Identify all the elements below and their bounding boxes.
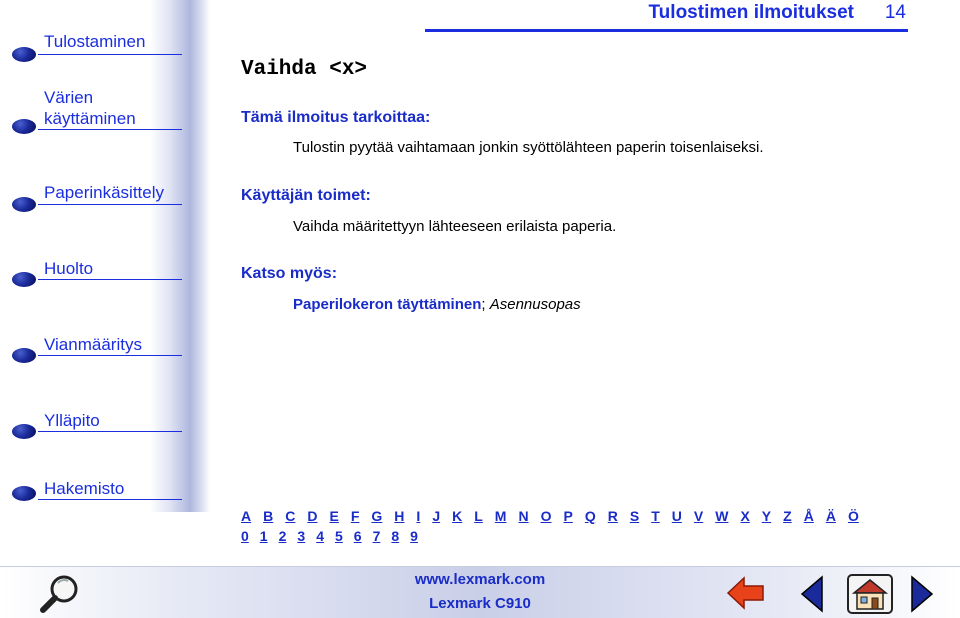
index-link[interactable]: Ö	[847, 508, 859, 524]
sidebar-underline	[38, 499, 182, 500]
index-link[interactable]: 5	[334, 528, 343, 544]
bullet-ball-icon	[12, 119, 36, 134]
index-link[interactable]: I	[416, 508, 421, 524]
bullet-ball-icon	[12, 47, 36, 62]
index-link[interactable]: P	[563, 508, 573, 524]
index-link[interactable]: 4	[316, 528, 324, 544]
footer-model: Lexmark C910	[429, 595, 531, 612]
index-link[interactable]: 9	[410, 528, 418, 544]
index-link[interactable]: 7	[372, 528, 381, 544]
load-tray-link[interactable]: Paperilokeron täyttäminen	[293, 296, 482, 313]
footer-bar	[0, 566, 960, 618]
index-link[interactable]: T	[651, 508, 660, 524]
user-action-text: Vaihda määritettyyn lähteeseen erilaista paperia.	[293, 218, 617, 235]
sidebar-underline	[38, 355, 182, 356]
index-digits-row	[241, 528, 429, 544]
index-link[interactable]: N	[518, 508, 529, 524]
index-link[interactable]: G	[371, 508, 383, 524]
index-link[interactable]: H	[394, 508, 405, 524]
see-also-heading: Katso myös:	[241, 265, 338, 282]
index-link[interactable]: D	[307, 508, 318, 524]
sidebar-item-label: Ylläpito	[44, 411, 100, 430]
index-link[interactable]: Ä	[825, 508, 836, 524]
index-link[interactable]: 2	[278, 528, 287, 544]
index-link[interactable]: 1	[259, 528, 268, 544]
bullet-ball-icon	[12, 197, 36, 212]
index-link[interactable]: O	[540, 508, 552, 524]
index-link[interactable]: 6	[353, 528, 362, 544]
footer-url[interactable]: www.lexmark.com	[414, 571, 546, 588]
index-link[interactable]: 8	[391, 528, 400, 544]
page-title: Vaihda <x>	[241, 58, 368, 81]
index-link[interactable]: Å	[803, 508, 814, 524]
meaning-heading: Tämä ilmoitus tarkoittaa:	[241, 109, 431, 126]
sidebar-underline	[38, 431, 182, 432]
index-link[interactable]: J	[432, 508, 441, 524]
sidebar-item-index[interactable]	[0, 476, 182, 526]
sidebar	[0, 0, 210, 512]
sidebar-item-label: Huolto	[44, 259, 94, 278]
bullet-ball-icon	[12, 424, 36, 439]
index-link[interactable]: 0	[241, 528, 249, 544]
bullet-ball-icon	[12, 486, 36, 501]
home-icon[interactable]	[846, 573, 894, 615]
sidebar-underline	[38, 54, 182, 55]
document-title: Tulostimen ilmoitukset	[648, 2, 854, 23]
previous-page-icon[interactable]	[800, 575, 824, 613]
index-link[interactable]: Y	[761, 508, 772, 524]
sidebar-underline	[38, 204, 182, 205]
sidebar-item-label: Tulostaminen	[44, 32, 146, 51]
sidebar-underline	[38, 279, 182, 280]
index-link[interactable]: C	[285, 508, 296, 524]
sidebar-item-maintenance[interactable]	[0, 256, 182, 306]
index-link[interactable]: Z	[783, 508, 792, 524]
index-letters-row	[241, 508, 871, 524]
index-link[interactable]: 3	[297, 528, 306, 544]
main-content	[241, 58, 921, 313]
sidebar-underline	[38, 129, 182, 130]
sidebar-item-paper-handling[interactable]	[0, 180, 182, 230]
sidebar-item-label: Hakemisto	[44, 479, 125, 498]
page-number: 14	[884, 2, 906, 23]
meaning-text: Tulostin pyytää vaihtamaan jonkin syöttölähteen paperin toisenlaiseksi.	[293, 139, 764, 156]
index-link[interactable]: K	[452, 508, 463, 524]
sidebar-item-label: Paperinkäsittely	[44, 183, 165, 202]
see-also-separator: ;	[481, 296, 490, 313]
sidebar-item-administration[interactable]	[0, 408, 182, 458]
sidebar-item-label: Värien käyttäminen	[44, 88, 136, 128]
back-arrow-icon[interactable]	[726, 575, 766, 611]
header-rule	[425, 29, 908, 32]
index-link[interactable]: E	[329, 508, 339, 524]
sidebar-item-color[interactable]	[0, 85, 182, 145]
sidebar-item-printing[interactable]	[0, 29, 182, 79]
setup-guide-reference: Asennusopas	[489, 296, 581, 313]
index-link[interactable]: M	[494, 508, 507, 524]
index-link[interactable]: Q	[584, 508, 596, 524]
index-link[interactable]: L	[474, 508, 483, 524]
index-link[interactable]: X	[740, 508, 750, 524]
bullet-ball-icon	[12, 272, 36, 287]
index-link[interactable]: F	[350, 508, 360, 524]
user-action-heading: Käyttäjän toimet:	[241, 187, 371, 204]
index-link[interactable]: V	[693, 508, 704, 524]
index-link[interactable]: R	[607, 508, 618, 524]
sidebar-item-label: Vianmääritys	[44, 335, 142, 354]
index-link[interactable]: B	[263, 508, 274, 524]
index-link[interactable]: U	[671, 508, 682, 524]
index-link[interactable]: A	[241, 508, 252, 524]
bullet-ball-icon	[12, 348, 36, 363]
next-page-icon[interactable]	[910, 575, 934, 613]
index-link[interactable]: W	[715, 508, 729, 524]
see-also-text	[293, 295, 581, 314]
sidebar-item-troubleshooting[interactable]	[0, 332, 182, 382]
index-link[interactable]: S	[629, 508, 640, 524]
